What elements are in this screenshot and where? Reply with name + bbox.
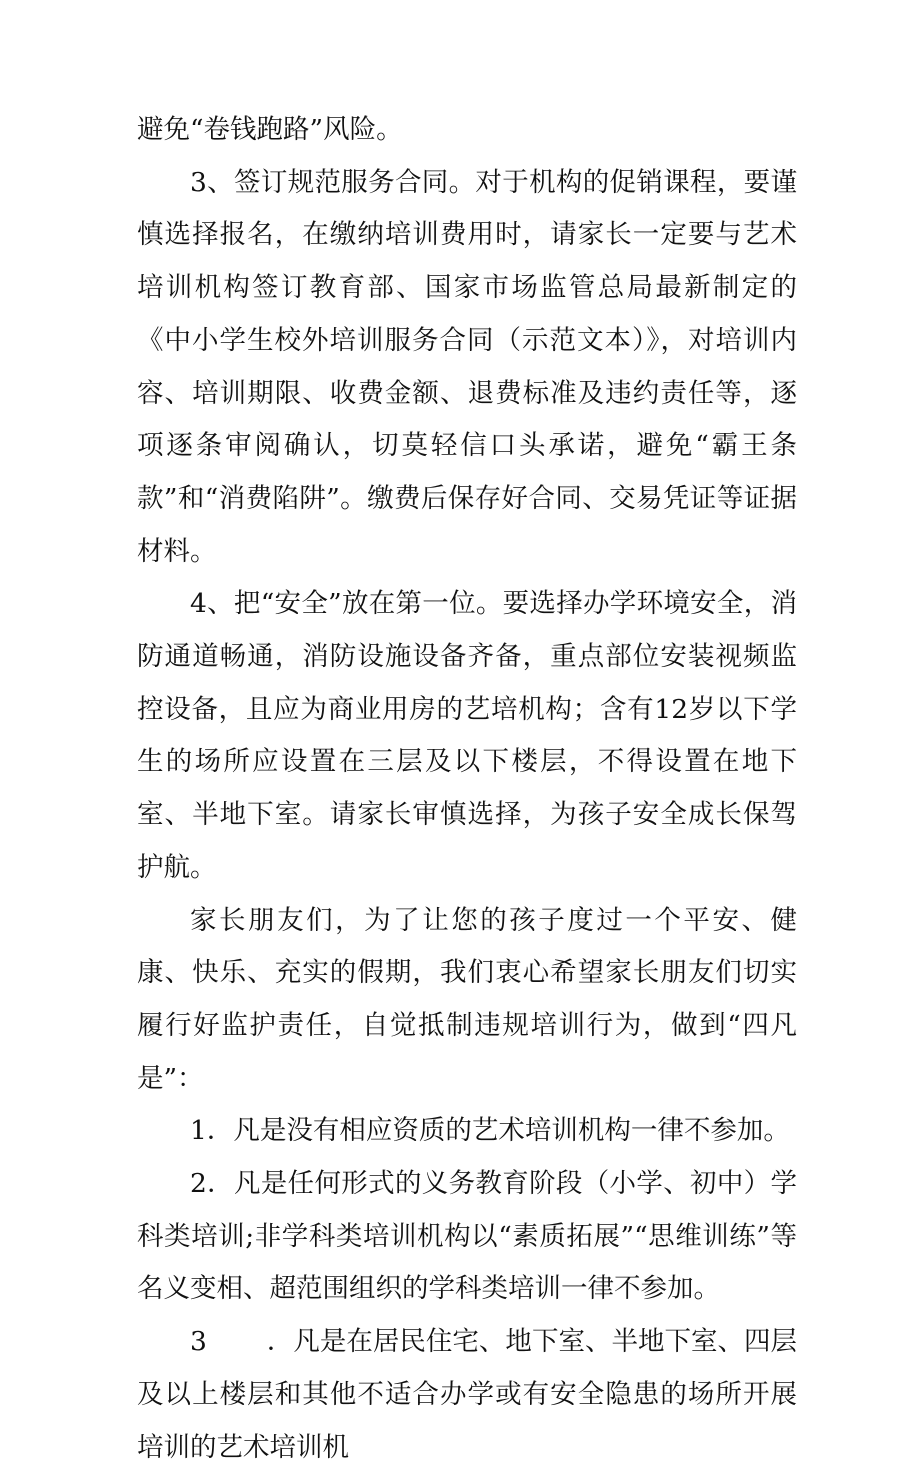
paragraph-parents-appeal: 家长朋友们，为了让您的孩子度过一个平安、健康、快乐、充实的假期，我们衷心希望家长朋友们切实履行好监护责任，自觉抵制违规培训行为，做到“四凡是”： bbox=[137, 904, 797, 1094]
rule-3-number: 3 bbox=[190, 1326, 207, 1358]
document-body bbox=[137, 104, 797, 1474]
paragraph-rule-2: 2．凡是任何形式的义务教育阶段（小学、初中）学科类培训;非学科类培训机构以“素质拓展”“思维训练”等名义变相、超范围组织的学科类培训一律不参加。 bbox=[137, 1168, 797, 1305]
rule-3-text: ．凡是在居民住宅、地下室、半地下室、四层及以上楼层和其他不适合办学或有安全隐患的场所开展培训的艺术培训机 bbox=[137, 1326, 797, 1463]
paragraph-rule-3 bbox=[137, 1316, 797, 1474]
paragraph-item-3-contract: 3、签订规范服务合同。对于机构的促销课程，要谨慎选择报名，在缴纳培训费用时，请家长一定要与艺术培训机构签订教育部、国家市场监管总局最新制定的《中小学生校外培训服务合同（示范文本）》，对培训内容、培训期限、收费金额、退费标准及违约责任等，逐项逐条审阅确认，切莫轻信口头承诺，避免“霸王条款”和“消费陷阱”。缴费后保存好合同、交易凭证等证据材料。 bbox=[137, 166, 797, 567]
paragraph-continuation: 避免“卷钱跑路”风险。 bbox=[137, 114, 403, 145]
paragraph-item-4-safety: 4、把“安全”放在第一位。要选择办学环境安全，消防通道畅通，消防设施设备齐备，重点部位安装视频监控设备，且应为商业用房的艺培机构；含有12岁以下学生的场所应设置在三层及以下楼层，不得设置在地下室、半地下室。请家长审慎选择，为孩子安全成长保驾护航。 bbox=[137, 588, 797, 883]
paragraph-rule-1: 1．凡是没有相应资质的艺术培训机构一律不参加。 bbox=[190, 1115, 790, 1147]
